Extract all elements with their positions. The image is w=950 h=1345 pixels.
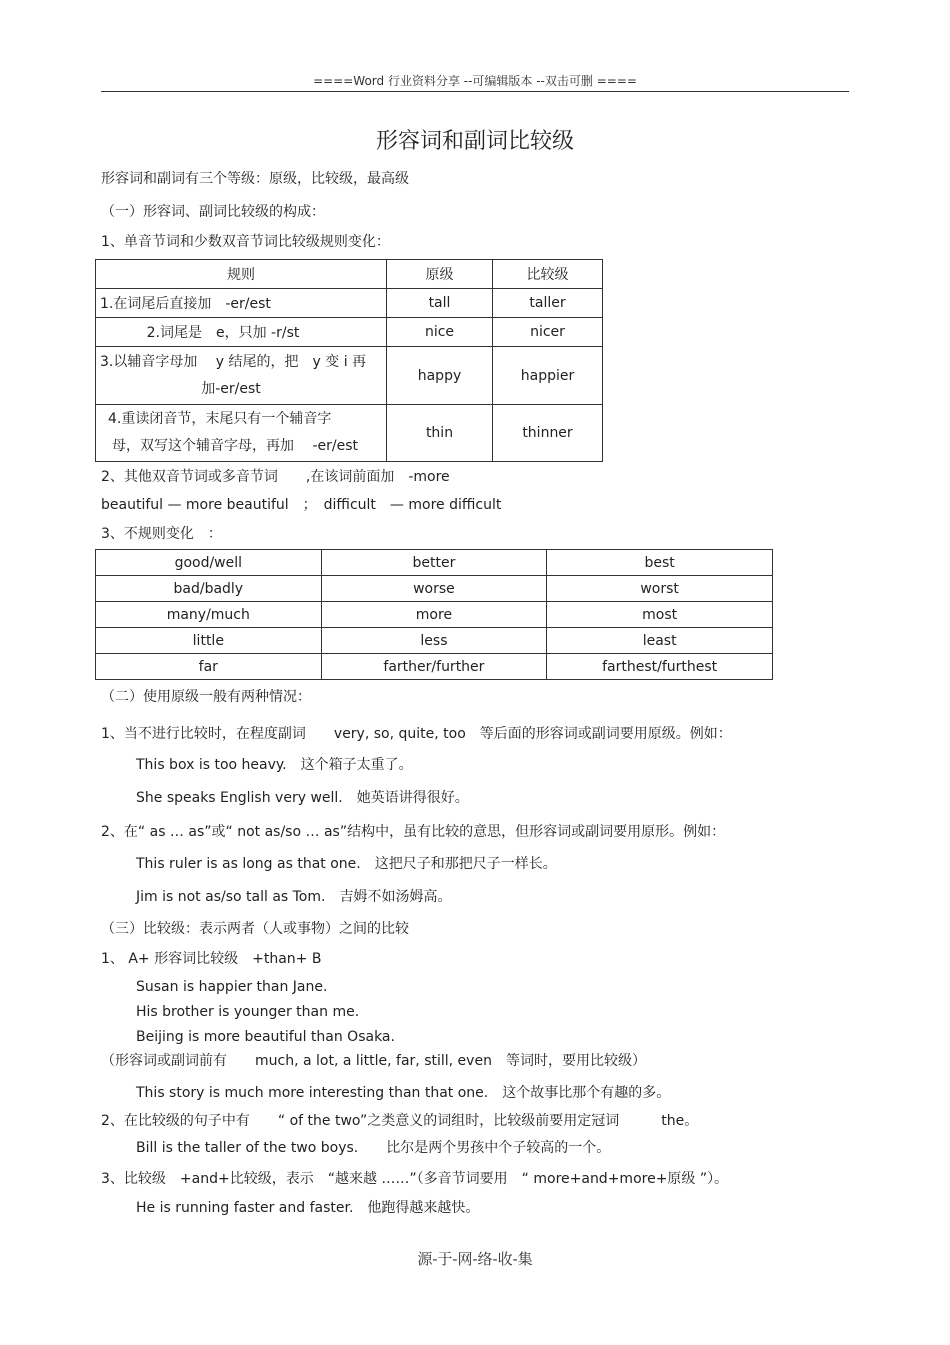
irregular-comparison-table	[95, 549, 773, 680]
intro-text: 形容词和副词有三个等级：原级，比较级，最高级	[101, 171, 409, 187]
comparative-cell: worse	[321, 576, 547, 602]
column-header-rule: 规则	[96, 260, 387, 289]
comparative-cell: taller	[493, 289, 603, 318]
rule-text-line2: 母，双写这个辅音字母，再加 -er/est	[112, 438, 358, 454]
section2-item1: 1、当不进行比较时，在程度副词 very, so, quite, too 等后面的形容词或副词要用原级。例如：	[101, 726, 732, 742]
table-row	[96, 602, 773, 628]
superlative-cell: most	[547, 602, 773, 628]
section2-example3: This ruler is as long as that one. 这把尺子和那把尺子一样长。	[136, 856, 557, 872]
table-row	[96, 628, 773, 654]
column-header-base: 原级	[387, 260, 493, 289]
rule-text: 1.在词尾后直接加 -er/est	[100, 296, 271, 312]
comparative-cell: happier	[493, 347, 603, 405]
section3-example1: Susan is happier than Jane.	[136, 979, 328, 995]
section2-example1: This box is too heavy. 这个箱子太重了。	[136, 757, 413, 773]
base-cell: little	[96, 628, 322, 654]
base-cell: good/well	[96, 550, 322, 576]
superlative-cell: best	[547, 550, 773, 576]
rule-cell	[96, 318, 387, 347]
section3-example6: He is running faster and faster. 他跑得越来越快。	[136, 1200, 480, 1216]
section2-example4: Jim is not as/so tall as Tom. 吉姆不如汤姆高。	[136, 889, 452, 905]
superlative-cell: farthest/furthest	[547, 654, 773, 680]
base-cell: bad/badly	[96, 576, 322, 602]
base-cell: many/much	[96, 602, 322, 628]
comparative-cell: farther/further	[321, 654, 547, 680]
comparative-cell: thinner	[493, 405, 603, 462]
section3-note: （形容词或副词前有 much, a lot, a little, far, still, even 等词时，要用比较级）	[101, 1053, 646, 1069]
section2-example2: She speaks English very well. 她英语讲得很好。	[136, 790, 469, 806]
comparative-cell: less	[321, 628, 547, 654]
section1-item1: 1、单音节词和少数双音节词比较级规则变化：	[101, 234, 390, 250]
page-footer: 源-于-网-络-收-集	[417, 1250, 533, 1268]
section3-example3: Beijing is more beautiful than Osaka.	[136, 1029, 395, 1045]
section3-item1: 1、 A+ 形容词比较级 +than+ B	[101, 951, 322, 967]
section3-item2: 2、在比较级的句子中有 “ of the two”之类意义的词组时，比较级前要用定冠词 the。	[101, 1113, 699, 1129]
superlative-cell: worst	[547, 576, 773, 602]
superlative-cell: least	[547, 628, 773, 654]
base-cell: tall	[387, 289, 493, 318]
rule-text-line2: 加-er/est	[201, 380, 261, 397]
comparative-cell: nicer	[493, 318, 603, 347]
rule-text-line1: 3.以辅音字母加 y 结尾的，把 y 变 i 再	[100, 353, 367, 370]
section2-heading: （二）使用原级一般有两种情况：	[101, 689, 311, 705]
table-row	[96, 550, 773, 576]
section1-item2-example: beautiful — more beautiful ； difficult — more difficult	[101, 497, 502, 513]
section3-example2: His brother is younger than me.	[136, 1004, 360, 1020]
base-cell: far	[96, 654, 322, 680]
section3-example4: This story is much more interesting than that one. 这个故事比那个有趣的多。	[136, 1085, 671, 1101]
table-row	[96, 318, 603, 347]
section1-heading: （一）形容词、副词比较级的构成：	[101, 204, 325, 220]
rule-cell	[96, 289, 387, 318]
section3-example5: Bill is the taller of the two boys. 比尔是两个男孩中个子较高的一个。	[136, 1140, 611, 1156]
section2-item2: 2、在“ as … as”或“ not as/so … as”结构中，虽有比较的意思，但形容词或副词要用原形。例如：	[101, 824, 726, 840]
rule-text: 2.词尾是 e，只加 -r/st	[146, 325, 300, 341]
comparative-cell: more	[321, 602, 547, 628]
section3-item3: 3、比较级 +and+比较级，表示 “越来越 ……”（多音节词要用 “ more+and+more+原级 ”）。	[101, 1171, 729, 1187]
table-header-row	[96, 260, 603, 289]
page-header: ====Word 行业资料分享 --可编辑版本 --双击可删 ====	[313, 74, 637, 88]
section1-item2: 2、其他双音节词或多音节词 ,在该词前面加 -more	[101, 469, 450, 485]
base-cell: nice	[387, 318, 493, 347]
base-cell: thin	[387, 405, 493, 462]
section3-heading: （三）比较级：表示两者（人或事物）之间的比较	[101, 921, 409, 937]
rule-cell	[96, 405, 387, 462]
column-header-comparative: 比较级	[493, 260, 603, 289]
rule-text-line1: 4.重读闭音节，末尾只有一个辅音字	[108, 411, 332, 427]
table-row	[96, 289, 603, 318]
table-row	[96, 654, 773, 680]
base-cell: happy	[387, 347, 493, 405]
comparative-cell: better	[321, 550, 547, 576]
regular-comparison-table	[95, 259, 603, 462]
rule-cell	[96, 347, 387, 405]
header-divider	[101, 91, 849, 92]
document-title: 形容词和副词比较级	[375, 129, 574, 154]
table-row	[96, 576, 773, 602]
section1-item3: 3、不规则变化 ：	[101, 526, 222, 542]
table-row	[96, 405, 603, 462]
table-row	[96, 347, 603, 405]
